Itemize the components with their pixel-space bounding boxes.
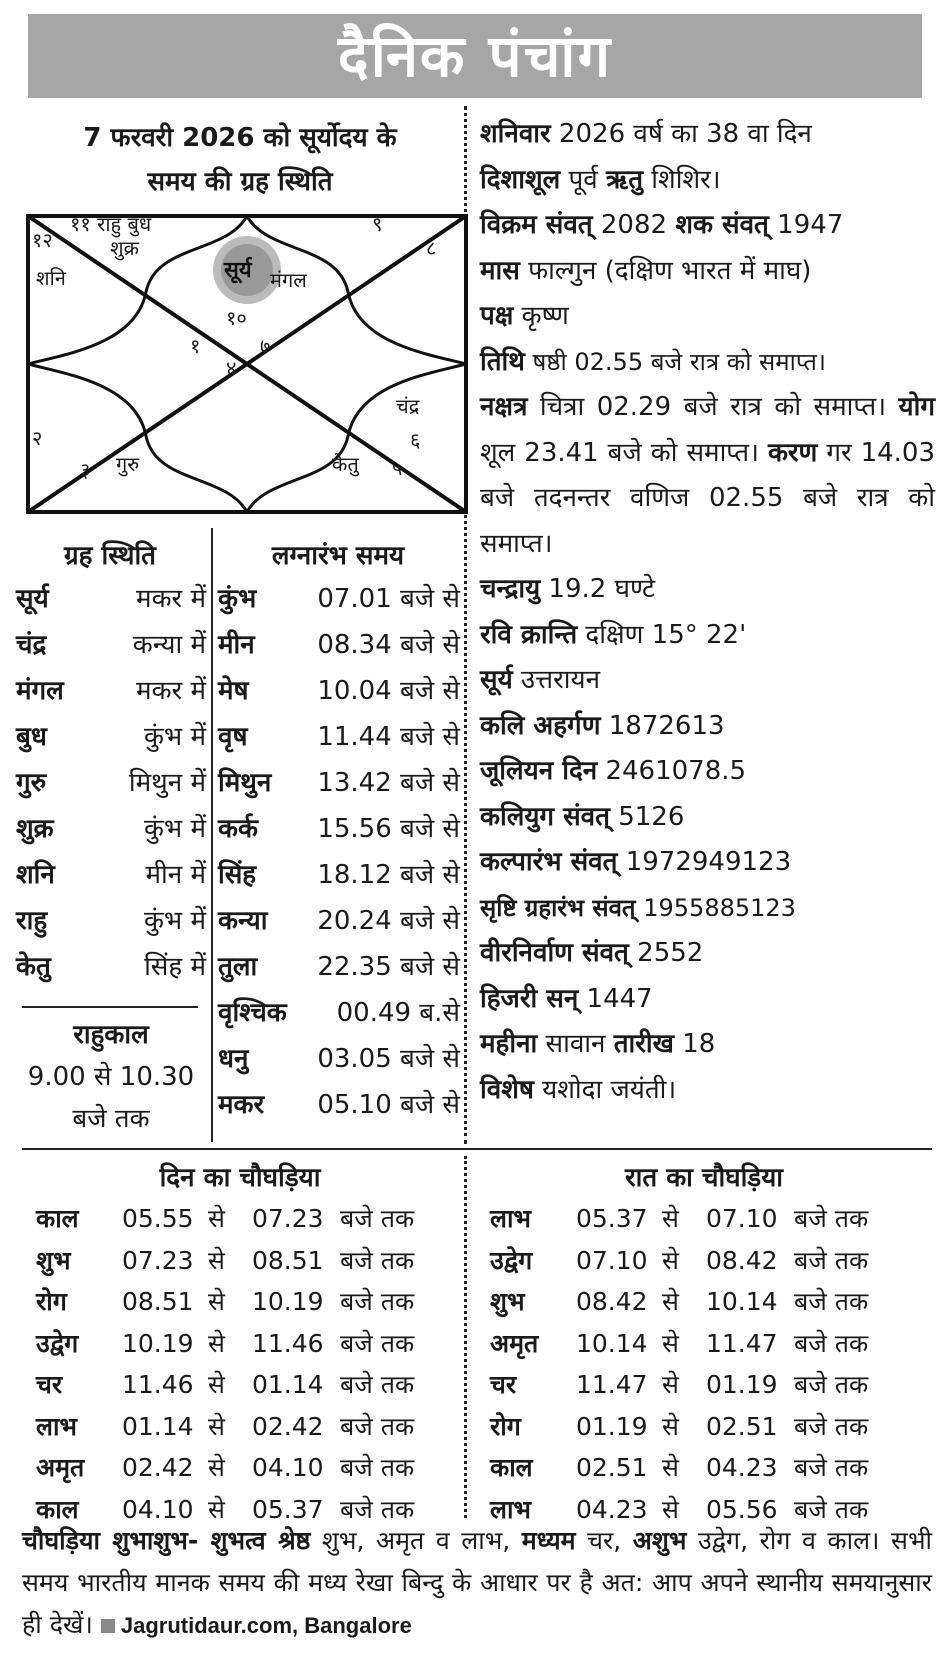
choghadiya-name: शुभ (36, 1245, 71, 1275)
choghadiya-to: 01.19 (706, 1370, 778, 1399)
lagna-time: 00.49 ब.से (336, 998, 460, 1028)
lagna-row (218, 1036, 460, 1082)
planet-name: शनि (16, 860, 55, 890)
choghadiya-tak: बजे तक (340, 1453, 415, 1482)
choghadiya-name: शुभ (490, 1287, 525, 1316)
choghadiya-tak: बजे तक (340, 1245, 415, 1275)
sun-icon-label: सूर्य (224, 258, 252, 283)
choghadiya-to: 05.56 (706, 1494, 778, 1524)
choghadiya-row (22, 1281, 462, 1322)
panchang-details (480, 112, 935, 1113)
choghadiya-name: चर (490, 1370, 517, 1399)
chandrayu-value: 19.2 घण्टे (540, 574, 656, 604)
page-title: दैनिक पंचांग (28, 14, 922, 98)
choghadiya-tak: बजे तक (794, 1204, 869, 1233)
house-10-number: १० (226, 306, 247, 330)
choghadiya-name: उद्वेग (490, 1245, 533, 1275)
choghadiya-divider (464, 1156, 467, 1518)
veernirvan-value: 2552 (628, 938, 704, 968)
ritu-label: ऋतु (606, 164, 644, 195)
lagna-row (218, 898, 460, 944)
ahargan-label: कलि अहर्गण (480, 710, 601, 741)
choghadiya-from: 07.23 (122, 1245, 194, 1275)
choghadiya-name: अमृत (36, 1453, 85, 1482)
kranti-label: रवि क्रान्ति (480, 619, 578, 650)
choghadiya-row (476, 1406, 916, 1447)
lagna-row (218, 944, 460, 990)
karan-value: गर 14.03 बजे तदनन्तर वणिज 02.55 बजे रात्र को समाप्त। (480, 437, 935, 559)
choghadiya-row (22, 1240, 462, 1281)
planet-sign: कुंभ में (143, 906, 206, 936)
planet-row (16, 760, 206, 806)
choghadiya-se: से (208, 1370, 225, 1399)
choghadiya-se: से (208, 1287, 225, 1316)
choghadiya-se: से (662, 1245, 679, 1275)
choghadiya-tak: बजे तक (794, 1287, 869, 1316)
choghadiya-from: 11.46 (122, 1370, 194, 1399)
choghadiya-from: 05.55 (122, 1204, 194, 1233)
choghadiya-name: काल (36, 1494, 79, 1524)
lagna-row (218, 852, 460, 898)
choghadiya-tak: बजे तक (794, 1370, 869, 1399)
lagna-row (218, 1082, 460, 1128)
choghadiya-tak: बजे तक (340, 1204, 415, 1233)
house-5-number: ५ (392, 456, 403, 480)
lagna-time: 03.05 बजे से (317, 1044, 460, 1074)
lagna-sign: मेष (218, 676, 249, 706)
lagna-sign: मकर (218, 1090, 265, 1120)
chandra-label: चंद्र (396, 394, 420, 418)
julian-value: 2461078.5 (597, 756, 747, 786)
footer-bold-1: चौघड़िया शुभाशुभ- शुभत्व श्रेष्ठ (22, 1526, 311, 1555)
nakshatra-value: चित्रा 02.29 बजे रात्र को समाप्त। (527, 392, 899, 422)
choghadiya-name: रोग (490, 1411, 521, 1441)
choghadiya-to: 04.23 (706, 1453, 778, 1482)
maas-label: मास (480, 255, 520, 286)
night-choghadiya-heading: रात का चौघड़िया (624, 1163, 784, 1193)
info-line (480, 840, 935, 886)
lagna-row (218, 668, 460, 714)
choghadiya-from: 04.23 (576, 1494, 648, 1524)
choghadiya-to: 07.10 (706, 1204, 778, 1233)
dishashool-label: दिशाशूल (480, 164, 561, 195)
info-line (480, 613, 935, 659)
lagna-row (218, 760, 460, 806)
choghadiya-to: 05.37 (252, 1494, 324, 1524)
lagna-row (218, 622, 460, 668)
kaliyug-value: 5126 (609, 801, 685, 832)
brand-credit: Jagrutidaur.com, Bangalore (120, 1613, 412, 1638)
info-line (480, 340, 935, 386)
shak-value: 1947 (768, 210, 844, 240)
footer-bold-3: अशुभ (632, 1526, 687, 1555)
choghadiya-se: से (208, 1411, 225, 1441)
choghadiya-from: 05.37 (576, 1204, 648, 1233)
section-divider (22, 1148, 932, 1150)
choghadiya-name: काल (36, 1204, 79, 1233)
choghadiya-from: 04.10 (122, 1494, 194, 1524)
kalparambh-value: 1972949123 (617, 847, 792, 877)
info-line (480, 931, 935, 977)
choghadiya-to: 01.14 (252, 1370, 324, 1399)
planet-name: गुरु (16, 768, 47, 798)
footer-note (22, 1520, 932, 1647)
planet-sign: कुंभ में (143, 722, 206, 752)
lagna-time: 13.42 बजे से (317, 768, 460, 798)
choghadiya-name: काल (490, 1453, 533, 1482)
paksh-label: पक्ष (480, 301, 514, 331)
planet-row (16, 576, 206, 622)
choghadiya-row (476, 1198, 916, 1239)
brand-square-icon (101, 1619, 115, 1633)
veernirvan-label: वीरनिर्वाण संवत् (480, 938, 629, 968)
choghadiya-name: चर (36, 1370, 63, 1399)
planet-name: राहु (16, 906, 48, 936)
choghadiya-row (22, 1364, 462, 1405)
choghadiya-se: से (208, 1494, 225, 1524)
choghadiya-se: से (662, 1494, 679, 1524)
table-divider (211, 528, 213, 1142)
choghadiya-to: 07.23 (252, 1204, 324, 1233)
mahina-value: सावान (537, 1029, 614, 1059)
planet-name: सूर्य (16, 584, 49, 614)
planet-sign: कन्या में (132, 630, 206, 660)
choghadiya-row (22, 1406, 462, 1447)
lagna-sign: तुला (218, 952, 258, 982)
planet-sign: कुंभ में (143, 814, 206, 844)
lagna-heading: लग्नारंभ समय (271, 541, 405, 571)
choghadiya-from: 08.51 (122, 1287, 194, 1316)
choghadiya-from: 01.19 (576, 1411, 648, 1441)
kranti-value: दक्षिण 15° 22' (577, 619, 747, 650)
choghadiya-name: लाभ (490, 1494, 532, 1524)
choghadiya-row (22, 1323, 462, 1364)
choghadiya-tak: बजे तक (340, 1494, 415, 1524)
tarikh-label: तारीख (613, 1029, 674, 1059)
footer-text-2: चर, (575, 1526, 633, 1555)
choghadiya-se: से (662, 1411, 679, 1441)
choghadiya-tak: बजे तक (794, 1245, 869, 1275)
planet-row (16, 668, 206, 714)
lagna-row (218, 806, 460, 852)
choghadiya-tak: बजे तक (340, 1370, 415, 1399)
choghadiya-tak: बजे तक (794, 1328, 869, 1358)
planet-name: मंगल (16, 676, 64, 706)
house-1-number: १ (190, 334, 201, 358)
mahina-label: महीना (480, 1029, 538, 1059)
planet-sign: मकर में (136, 584, 206, 614)
house-3-number: ३ (80, 458, 91, 482)
house-6-number: ६ (410, 428, 421, 452)
choghadiya-to: 04.10 (252, 1453, 324, 1482)
choghadiya-to: 10.19 (252, 1287, 324, 1316)
house-8-number: ८ (426, 236, 437, 260)
choghadiya-name: रोग (36, 1287, 67, 1316)
lagna-time: 08.34 बजे से (317, 630, 460, 660)
choghadiya-se: से (208, 1245, 225, 1275)
choghadiya-se: से (208, 1204, 225, 1233)
shak-label: शक संवत् (675, 210, 769, 240)
rahukal-title: राहुकाल (73, 1020, 149, 1050)
info-line (480, 112, 935, 158)
choghadiya-se: से (208, 1453, 225, 1482)
karan-label: करण (767, 437, 818, 468)
planet-name: शुक्र (16, 814, 54, 844)
choghadiya-from: 10.19 (122, 1328, 194, 1358)
lagna-time: 05.10 बजे से (317, 1090, 460, 1120)
planets-heading: ग्रह स्थिति (63, 541, 157, 571)
planet-row (16, 898, 206, 944)
choghadiya-from: 11.47 (576, 1370, 648, 1399)
dishashool-value: पूर्व (560, 164, 607, 195)
lagna-sign: कुंभ (218, 584, 257, 614)
info-line (480, 567, 935, 613)
planet-row (16, 944, 206, 990)
lagna-time: 22.35 बजे से (317, 952, 460, 982)
info-line (480, 203, 935, 249)
lagna-time: 10.04 बजे से (317, 676, 460, 706)
choghadiya-from: 02.42 (122, 1453, 194, 1482)
chart-heading (22, 116, 458, 204)
lagna-sign: वृष (218, 722, 248, 752)
lagna-time: 15.56 बजे से (317, 814, 460, 844)
chart-heading-line1: 7 फरवरी 2026 को सूर्योदय के (83, 123, 397, 153)
info-line (480, 1022, 935, 1068)
planet-sign: सिंह में (144, 952, 206, 982)
vishesh-label: विशेष (480, 1074, 534, 1105)
yog-label: योग (898, 392, 935, 422)
choghadiya-name: अमृत (490, 1328, 539, 1358)
ritu-value: शिशिर। (643, 164, 721, 195)
house-11-planet2: शुक्र (110, 236, 139, 260)
rahukal-suffix: बजे तक (72, 1104, 150, 1134)
choghadiya-name: लाभ (490, 1204, 532, 1233)
footer-bold-2: मध्यम (521, 1526, 576, 1555)
planet-row (16, 852, 206, 898)
house-7-number: ७ (260, 334, 271, 358)
info-line (480, 749, 935, 795)
planet-name: बुध (16, 722, 47, 752)
planet-name: चंद्र (16, 630, 47, 660)
lagna-sign: मिथुन (218, 768, 272, 798)
maas-value: फाल्गुन (दक्षिण भारत में माघ) (519, 255, 812, 286)
vikram-label: विक्रम संवत् (480, 210, 593, 240)
lagna-row (218, 714, 460, 760)
choghadiya-to: 11.47 (706, 1328, 778, 1358)
house-12-planet: शनि (36, 266, 66, 290)
house-4-number: ४ (226, 356, 237, 380)
choghadiya-to: 02.42 (252, 1411, 324, 1441)
info-line (480, 886, 935, 932)
choghadiya-from: 02.51 (576, 1453, 648, 1482)
house-12-number: १२ (32, 228, 53, 252)
info-line (480, 658, 935, 704)
lagna-row (218, 576, 460, 622)
lagna-sign: सिंह (218, 860, 257, 890)
planet-name: केतु (16, 952, 51, 982)
hijri-label: हिजरी सन् (480, 983, 579, 1014)
surya-label: सूर्य (480, 665, 513, 695)
footer-text-3: उद्वेग, रोग व काल। सभी समय भारतीय मानक समय की मध्य रेखा बिन्दु के आधार पर है अत: आप अपने स्थानीय समयानुसार ही देखें। (22, 1526, 932, 1639)
choghadiya-name: उद्वेग (36, 1328, 79, 1358)
kaliyug-label: कलियुग संवत् (480, 801, 610, 832)
paksh-value: कृष्ण (513, 301, 569, 331)
planet-sign: मिथुन में (128, 768, 206, 798)
choghadiya-se: से (662, 1287, 679, 1316)
kundali-chart (26, 214, 468, 514)
choghadiya-tak: बजे तक (794, 1411, 869, 1441)
choghadiya-to: 08.51 (252, 1245, 324, 1275)
yog-value: शूल 23.41 बजे को समाप्त। (480, 437, 768, 468)
choghadiya-from: 10.14 (576, 1328, 648, 1358)
nakshatra-label: नक्षत्र (480, 392, 528, 422)
choghadiya-to: 11.46 (252, 1328, 324, 1358)
choghadiya-tak: बजे तक (340, 1287, 415, 1316)
srishti-value: 1955885123 (635, 893, 796, 922)
choghadiya-se: से (662, 1370, 679, 1399)
planet-row (16, 806, 206, 852)
weekday: शनिवार (480, 119, 551, 149)
planet-sign: मीन में (145, 860, 206, 890)
weekday-text: 2026 वर्ष का 38 वा दिन (550, 119, 812, 149)
choghadiya-tak: बजे तक (794, 1494, 869, 1524)
tarikh-value: 18 (673, 1029, 716, 1059)
tithi-value: षष्ठी 02.55 बजे रात्र को समाप्त। (524, 347, 827, 376)
rahukal-box (16, 1014, 206, 1140)
choghadiya-se: से (208, 1328, 225, 1358)
surya-value: उत्तरायन (512, 665, 601, 695)
choghadiya-row (476, 1447, 916, 1488)
rahukal-time: 9.00 से 10.30 (27, 1062, 195, 1092)
lagna-time: 20.24 बजे से (317, 906, 460, 936)
srishti-label: सृष्टि ग्रहारंभ संवत् (480, 893, 636, 922)
choghadiya-row (22, 1198, 462, 1239)
lagna-sign: मीन (218, 630, 255, 660)
choghadiya-se: से (662, 1204, 679, 1233)
choghadiya-tak: बजे तक (340, 1328, 415, 1358)
info-paragraph (480, 385, 935, 567)
choghadiya-name: लाभ (36, 1411, 78, 1441)
choghadiya-row (22, 1447, 462, 1488)
mars-label: मंगल (270, 268, 307, 292)
kalparambh-label: कल्पारंभ संवत् (480, 847, 618, 877)
planet-row (16, 622, 206, 668)
choghadiya-from: 08.42 (576, 1287, 648, 1316)
ahargan-value: 1872613 (600, 710, 725, 741)
lagna-time: 07.01 बजे से (317, 584, 460, 614)
lagna-sign: धनु (218, 1044, 249, 1074)
choghadiya-row (476, 1364, 916, 1405)
info-line (480, 158, 935, 204)
day-choghadiya-heading: दिन का चौघड़िया (159, 1163, 321, 1193)
hijri-value: 1447 (578, 983, 653, 1014)
choghadiya-se: से (662, 1453, 679, 1482)
chandrayu-label: चन्द्रायु (480, 574, 541, 604)
planet-row (16, 714, 206, 760)
vishesh-value: यशोदा जयंती। (533, 1074, 677, 1105)
lagna-sign: कर्क (218, 814, 258, 844)
choghadiya-row (476, 1281, 916, 1322)
tithi-label: तिथि (480, 346, 525, 377)
lagna-sign: कन्या (218, 906, 268, 936)
lagna-row (218, 990, 460, 1036)
choghadiya-from: 07.10 (576, 1245, 648, 1275)
info-line (480, 249, 935, 295)
info-line (480, 795, 935, 841)
choghadiya-tak: बजे तक (794, 1453, 869, 1482)
choghadiya-to: 08.42 (706, 1245, 778, 1275)
lagna-sign: वृश्चिक (218, 998, 287, 1028)
info-line (480, 977, 935, 1023)
choghadiya-to: 10.14 (706, 1287, 778, 1316)
julian-label: जूलियन दिन (480, 756, 598, 786)
lagna-time: 18.12 बजे से (317, 860, 460, 890)
info-line (480, 1068, 935, 1114)
rahukal-divider (22, 1006, 198, 1008)
choghadiya-tak: बजे तक (340, 1411, 415, 1441)
choghadiya-se: से (662, 1328, 679, 1358)
choghadiya-to: 02.51 (706, 1411, 778, 1441)
chart-heading-line2: समय की ग्रह स्थिति (147, 167, 333, 197)
vikram-value: 2082 (592, 210, 676, 240)
house-11-label: ११ राहु बुध (70, 212, 152, 236)
lagna-time: 11.44 बजे से (317, 722, 460, 752)
guru-label: गुरु (116, 452, 140, 476)
house-9-number: ९ (372, 212, 383, 236)
house-2-number: २ (32, 426, 43, 450)
choghadiya-row (476, 1240, 916, 1281)
info-line (480, 294, 935, 340)
ketu-label: केतु (332, 452, 359, 476)
planet-sign: मकर में (136, 676, 206, 706)
footer-text-1: शुभ, अमृत व लाभ, (310, 1526, 522, 1555)
info-line (480, 704, 935, 750)
choghadiya-from: 01.14 (122, 1411, 194, 1441)
choghadiya-row (476, 1323, 916, 1364)
